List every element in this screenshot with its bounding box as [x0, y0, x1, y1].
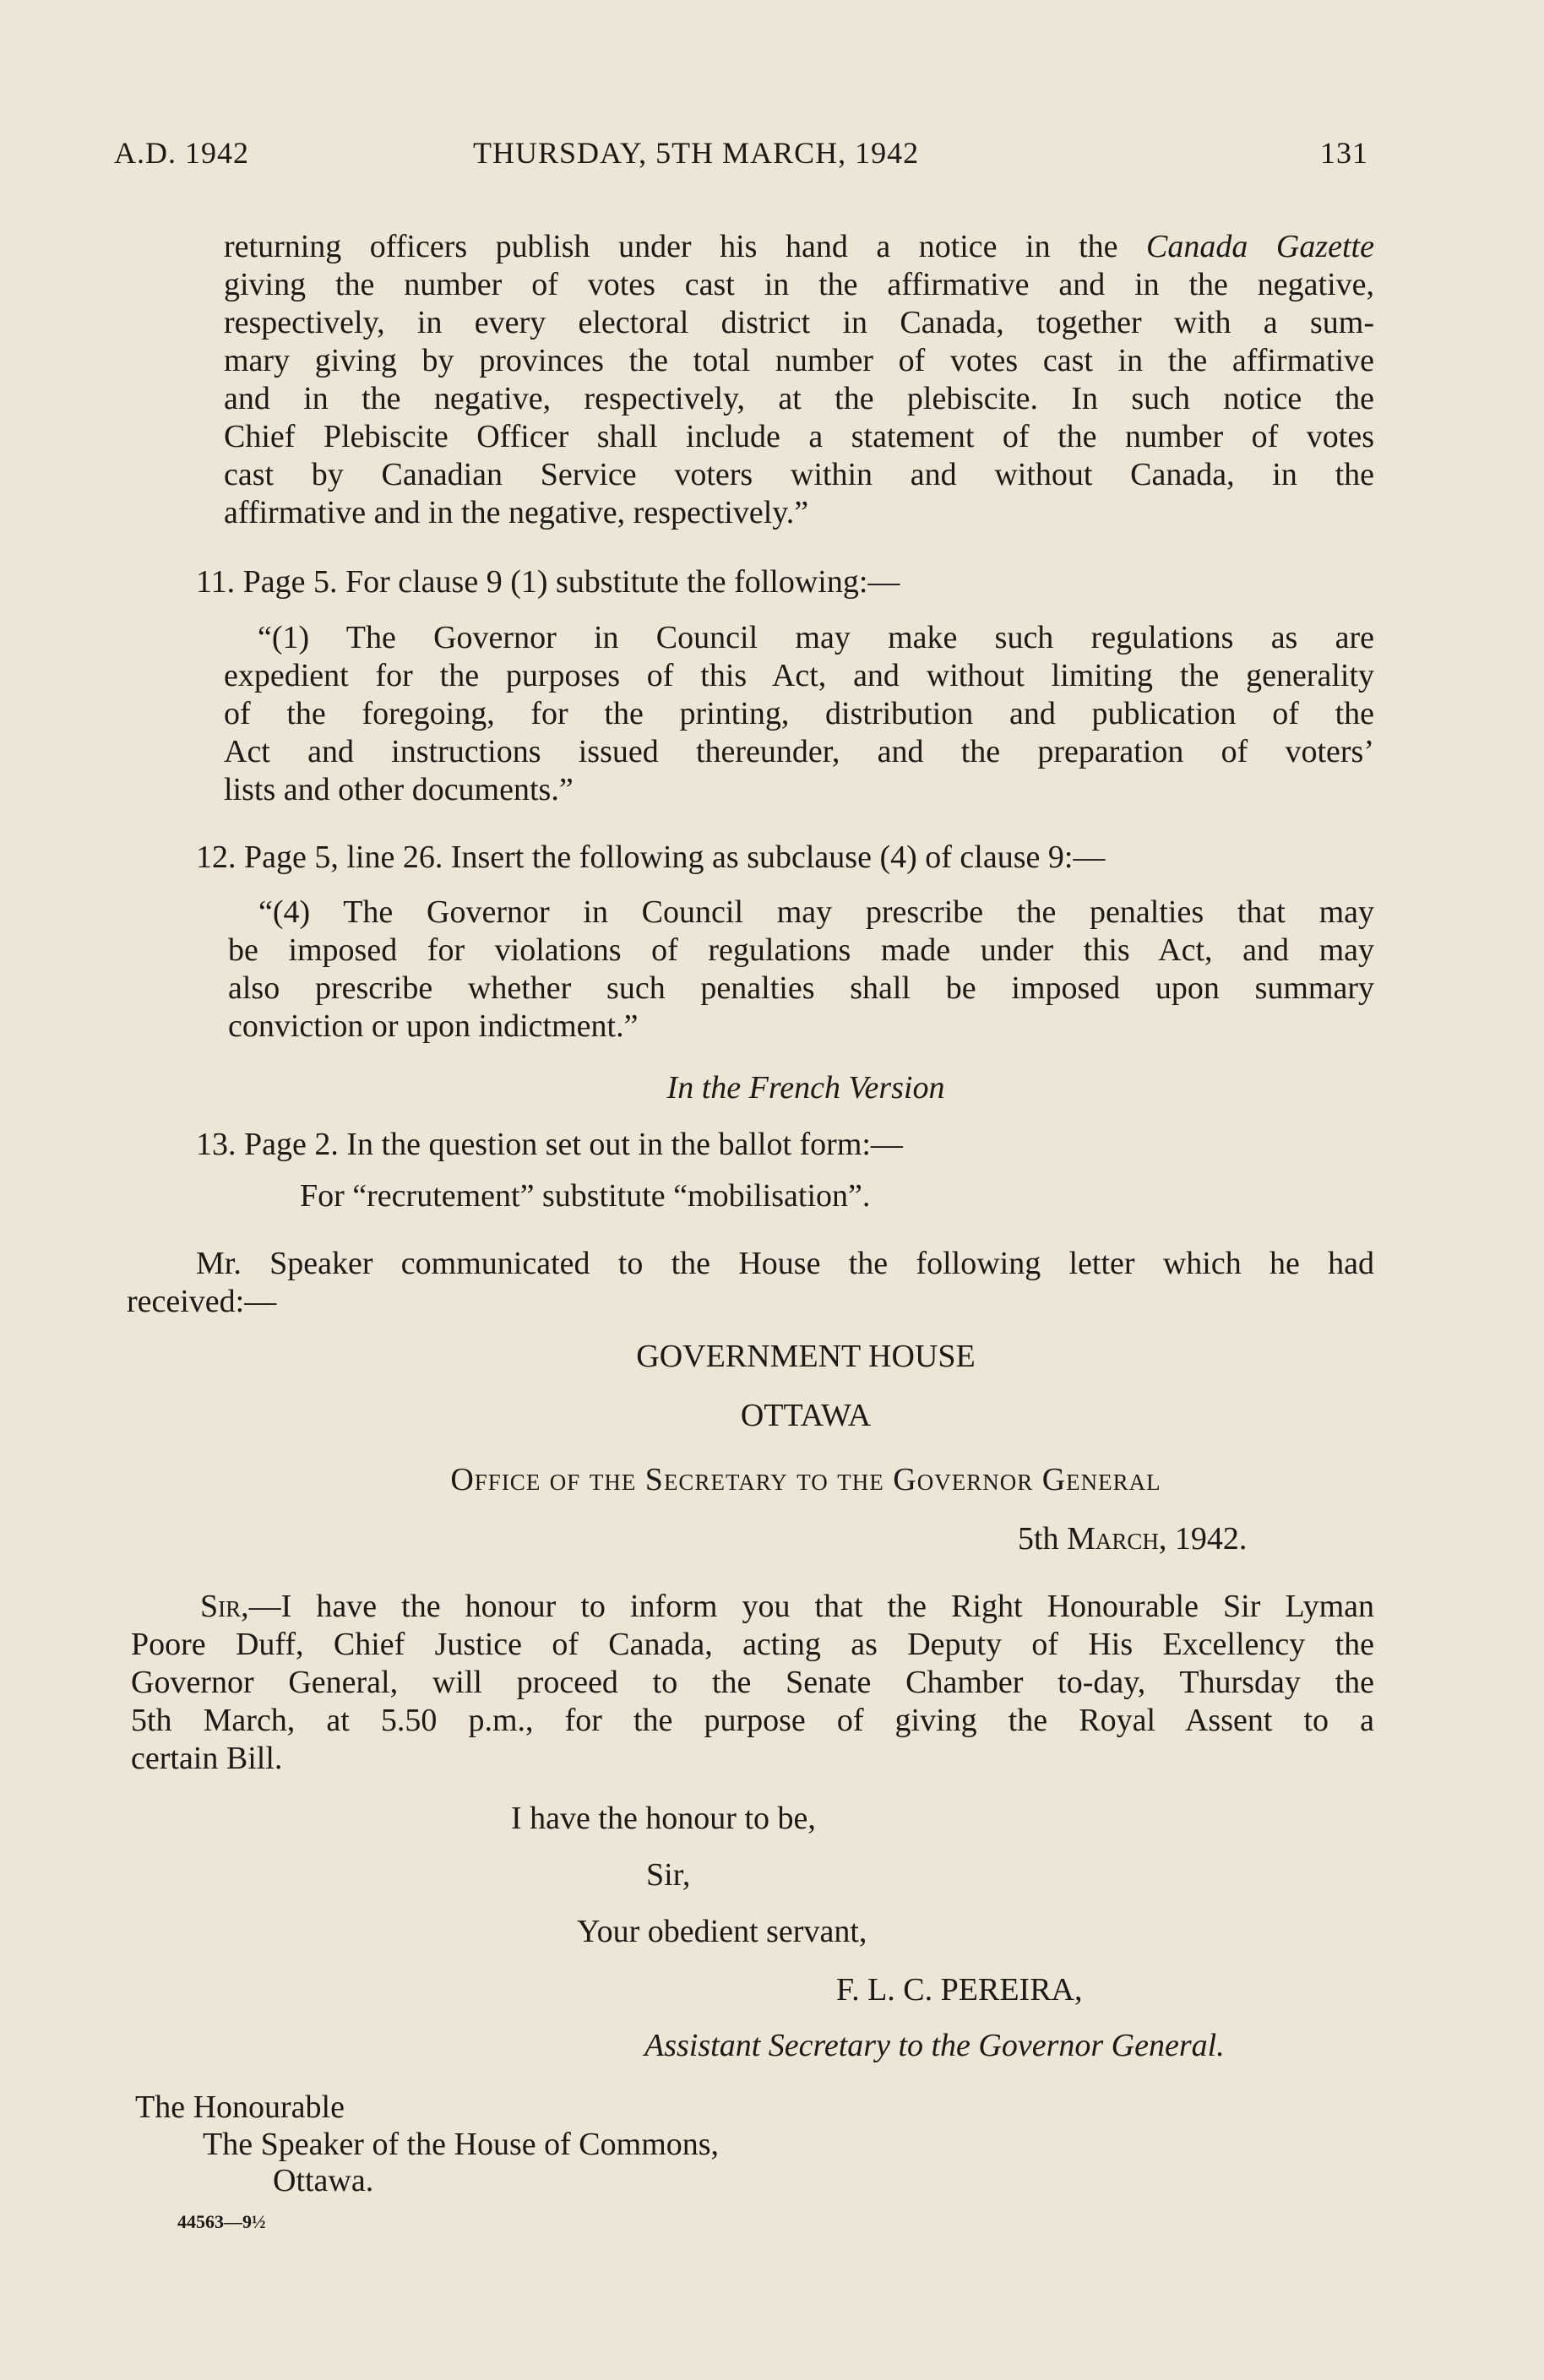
address-line-3: Ottawa. — [273, 2163, 374, 2198]
letter-date-month: March, — [1067, 1521, 1167, 1557]
header-center: THURSDAY, 5TH MARCH, 1942 — [473, 136, 920, 170]
letter-salutation: Sir, — [200, 1589, 249, 1624]
letter-house: GOVERNMENT HOUSE — [636, 1339, 976, 1374]
text-line: Chief Plebiscite Officer shall include a statement of the number of votes — [224, 419, 1374, 454]
letter-closing-servant: Your obedient servant, — [577, 1914, 867, 1949]
french-version-heading: In the French Version — [666, 1070, 945, 1106]
text-line: certain Bill. — [131, 1741, 283, 1776]
text-line: Governor General, will proceed to the Senate Chamber to-day, Thursday the — [131, 1665, 1374, 1700]
text-line: cast by Canadian Service voters within and without Canada, in the — [224, 457, 1374, 492]
text-line: mary giving by provinces the total number of votes cast in the affirmative — [224, 343, 1374, 378]
text-line: affirmative and in the negative, respectively.” — [224, 495, 809, 530]
text-line: Sir,—I have the honour to inform you that the Right Honourable Sir Lyman — [200, 1589, 1374, 1624]
text-line: be imposed for violations of regulations made under this Act, and may — [228, 932, 1374, 968]
letter-closing: I have the honour to be, — [511, 1801, 816, 1836]
letter-date — [1018, 1520, 1247, 1557]
text-line: Mr. Speaker communicated to the House the following letter which he had — [196, 1246, 1374, 1281]
text-line: Act and instructions issued thereunder, and the preparation of voters’ — [224, 734, 1374, 769]
text-line: returning officers publish under his hand a notice in the Canada Gazette — [224, 229, 1374, 264]
header-left: A.D. 1942 — [114, 136, 249, 170]
letter-date-day: 5th — [1018, 1521, 1059, 1557]
text-line: lists and other documents.” — [224, 772, 574, 807]
letter-signature: F. L. C. PEREIRA, — [836, 1972, 1083, 2008]
text-line: respectively, in every electoral district in Canada, together with a sum- — [224, 305, 1374, 340]
text-line: “(1) The Governor in Council may make such regulations as are — [258, 620, 1374, 655]
item-13-heading: 13. Page 2. In the question set out in the ballot form:— — [196, 1127, 903, 1162]
item-12-heading: 12. Page 5, line 26. Insert the following as subclause (4) of clause 9:— — [196, 840, 1106, 875]
address-line-1: The Honourable — [135, 2089, 345, 2125]
canada-gazette-term: Canada Gazette — [1146, 229, 1374, 264]
text-line: giving the number of votes cast in the affirmative and in the negative, — [224, 267, 1374, 302]
text-line: conviction or upon indictment.” — [228, 1008, 639, 1044]
item-12-quote — [228, 894, 1374, 1046]
letter-signature-title: Assistant Secretary to the Governor General. — [644, 2028, 1225, 2063]
text-line: “(4) The Governor in Council may prescribe the penalties that may — [258, 894, 1374, 930]
item-11-quote — [224, 619, 1374, 809]
letter-office: Office of the Secretary to the Governor General — [450, 1462, 1161, 1497]
letter-date-year: 1942. — [1174, 1521, 1248, 1557]
footer-code: 44563—9½ — [177, 2211, 266, 2232]
text-line: 5th March, at 5.50 p.m., for the purpose of giving the Royal Assent to a — [131, 1703, 1374, 1738]
text-line: Poore Duff, Chief Justice of Canada, acting as Deputy of His Excellency the — [131, 1627, 1374, 1662]
text-line: of the foregoing, for the printing, distribution and publication of the — [224, 696, 1374, 731]
letter-closing-sir: Sir, — [646, 1857, 691, 1893]
letter-city: OTTAWA — [740, 1398, 872, 1433]
item-13-substitution: For “recrutement” substitute “mobilisation”. — [300, 1178, 871, 1214]
address-line-2: The Speaker of the House of Commons, — [203, 2127, 720, 2162]
text-line: expedient for the purposes of this Act, and without limiting the generality — [224, 658, 1374, 693]
speaker-paragraph — [127, 1245, 1374, 1321]
intro-paragraph — [224, 228, 1374, 532]
text-line: received:— — [127, 1284, 277, 1319]
letter-body — [131, 1588, 1374, 1778]
item-11-heading: 11. Page 5. For clause 9 (1) substitute the following:— — [196, 564, 900, 600]
header-page-number: 131 — [1320, 136, 1368, 170]
text-line: and in the negative, respectively, at the plebiscite. In such notice the — [224, 381, 1374, 416]
text-line: also prescribe whether such penalties shall be imposed upon summary — [228, 970, 1374, 1006]
